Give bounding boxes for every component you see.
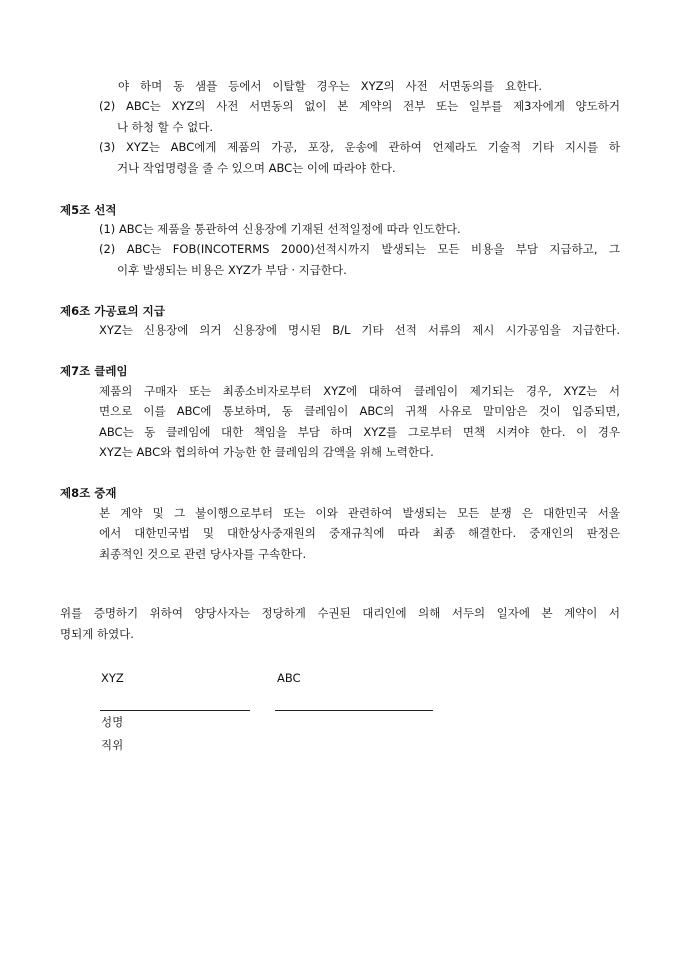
clause6-heading: 제6조 가공료의 지급 bbox=[60, 304, 165, 318]
clause8-heading: 제8조 중재 bbox=[60, 486, 117, 500]
clause8-line1: 본 계약 및 그 불이행으로부터 또는 이와 관련하여 발생되는 모든 분쟁 은 대한민국 서울 bbox=[99, 506, 620, 520]
signature-name-label: 성명 bbox=[101, 715, 124, 729]
clause7-heading: 제7조 클레임 bbox=[60, 364, 128, 378]
signature-party1: XYZ bbox=[101, 671, 124, 685]
clause7-line3: ABC는 동 클레임에 대한 책임을 부담 하며 XYZ를 그로부터 면책 시켜야 한다. 이 경우 bbox=[99, 425, 620, 439]
clause5-heading: 제5조 선적 bbox=[60, 203, 117, 217]
clause4-item2-line2: 나 하청 할 수 없다. bbox=[117, 120, 214, 134]
clause4-item3-line1: (3) XYZ는 ABC에게 제품의 가공, 포장, 운송에 관하여 언제라도 기술적 기타 지시를 하 bbox=[99, 140, 620, 154]
clause8-line2: 에서 대한민국법 및 대한상사중재원의 중재규칙에 따라 최종 해결한다. 중재인의 판정은 bbox=[99, 526, 620, 540]
clause4-line1: 야 하며 동 샘플 등에서 이탈할 경우는 XYZ의 사전 서면동의를 요한다. bbox=[118, 79, 542, 93]
closing-line1: 위를 증명하기 위하여 양당사자는 정당하게 수권된 대리인에 의해 서두의 일자에 본 계약이 서 bbox=[60, 606, 620, 620]
clause7-line2: 면으로 이를 ABC에 통보하며, 동 클레임이 ABC의 귀책 사유로 말미암은 것이 입증되면, bbox=[99, 404, 620, 418]
clause7-line4: XYZ는 ABC와 협의하여 가능한 한 클레임의 감액을 위해 노력한다. bbox=[99, 445, 434, 459]
clause4-item3-line2: 거나 작업명령을 줄 수 있으며 ABC는 이에 따라야 한다. bbox=[117, 161, 396, 175]
clause8-line3: 최종적인 것으로 관련 당사자를 구속한다. bbox=[99, 547, 307, 561]
signature-party2: ABC bbox=[277, 671, 301, 685]
signature-line-party1 bbox=[100, 710, 250, 711]
clause7-line1: 제품의 구매자 또는 최종소비자로부터 XYZ에 대하여 클레임이 제기되는 경우, XYZ는 서 bbox=[99, 384, 620, 398]
clause6-line1: XYZ는 신용장에 의거 신용장에 명시된 B/L 기타 선적 서류의 제시 시가공임을 지급한다. bbox=[99, 323, 620, 337]
clause5-item2-line1: (2) ABC는 FOB(INCOTERMS 2000)선적시까지 발생되는 모든 비용을 부담 지급하고, 그 bbox=[99, 242, 620, 256]
signature-title-label: 직위 bbox=[101, 738, 124, 752]
clause5-item2-line2: 이후 발생되는 비용은 XYZ가 부담 · 지급한다. bbox=[117, 263, 347, 277]
signature-line-party2 bbox=[275, 710, 433, 711]
closing-line2: 명되게 하였다. bbox=[60, 627, 134, 641]
clause4-item2-line1: (2) ABC는 XYZ의 사전 서면동의 없이 본 계약의 전부 또는 일부를 제3자에게 양도하거 bbox=[99, 99, 620, 113]
clause5-item1: (1) ABC는 제품을 통관하여 신용장에 기재된 선적일정에 따라 인도한다. bbox=[99, 222, 461, 236]
